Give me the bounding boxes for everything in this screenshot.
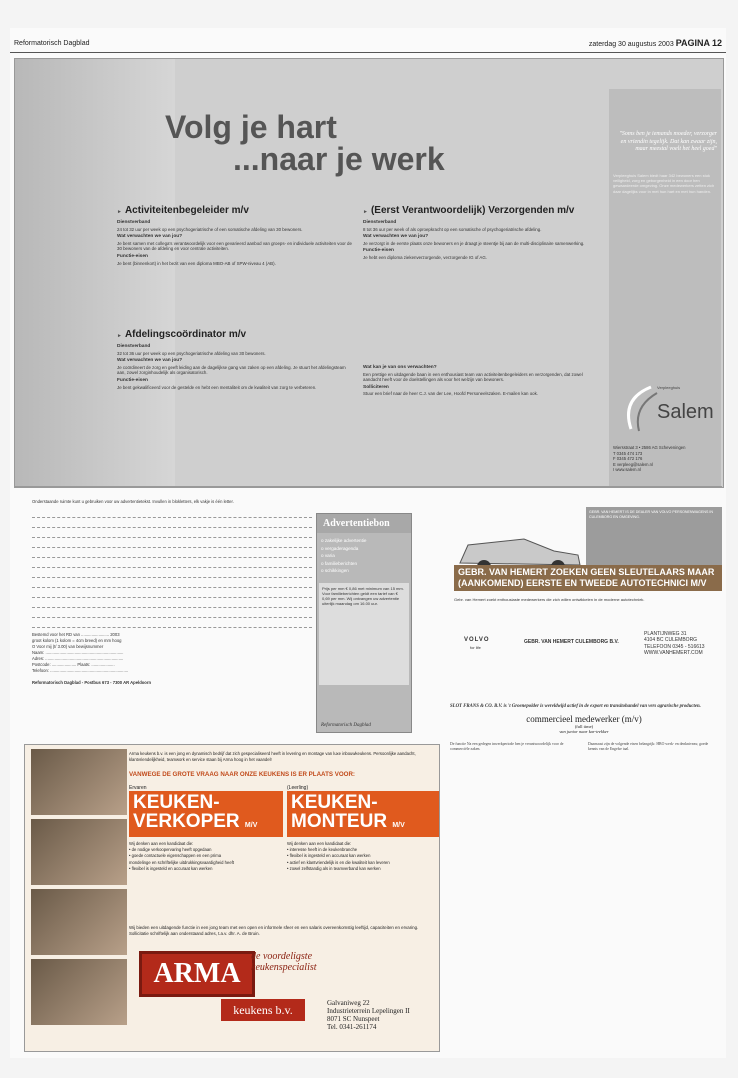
arma-kbv: keukens b.v. bbox=[221, 999, 305, 1021]
woman-photo bbox=[15, 59, 175, 487]
form-field-address[interactable]: Adres: ................................................................... bbox=[32, 656, 124, 661]
salem-logo: Verpleeghuis Salem bbox=[611, 379, 721, 439]
salem-sidetext: Verpleeghuis Salem biedt haar 342 bewoners een stuk veiligheid, zorg en geborgenheid in een door hen gewaardeerde omgeving. Onze medewerkers zetten zich daar dagelijks voor in met hun hart en met hun handen. bbox=[613, 173, 715, 194]
arma-footer-text: Wij bieden een uitdagende functie in een jong team met een open en informele sfeer en een salaris overeenkomstig leeftijd, capaciteiten en ervaring. Sollicitatie schriftelijk aan onderstaand adres, t.a.v. dhr. A. de Bruin. bbox=[129, 925, 419, 936]
frans-columns: De functie Na een gedegen inwerkperiode ben je verantwoordelijk voor de commerciële zaken. Daarnaast zijn de volgende eisen belangrijk: HBO werk- en denkniveau; goede kennis van de Engelse taal. bbox=[450, 742, 709, 752]
form-footer: Reformatorisch Dagblad - Postbus 673 - 7300 AR Apeldoorn bbox=[32, 680, 152, 685]
form-field-postcode[interactable]: Postcode: ..................... Plaats: .................... bbox=[32, 662, 115, 667]
adbox-pricing: Prijs per mm € 0,86 met minimum van 15 mm. Voor familieberichten geldt een tarief van € 0,69 per mm. Wij ontvangen uw advertentie uiterlijk maandag om 16.00 uur. bbox=[319, 583, 409, 685]
newspaper-page bbox=[10, 28, 726, 1058]
letter-grid[interactable] bbox=[32, 509, 312, 628]
ad-form-section bbox=[14, 486, 722, 739]
page-header bbox=[10, 28, 726, 53]
adbox-options bbox=[317, 537, 411, 575]
vh-body: Gebr. van Hemert zoekt enthousiaste medewerkers die zich willen ontwikkelen in de moderne autotechniek. bbox=[454, 597, 645, 602]
job-verzorgenden: ► (Eerst Verantwoordelijk) Verzorgenden m/v Dienstverband 8 tot 36 uur per week of als oproepkracht op een somatische of psychogeriatrische afdeling. Wat verwachten we van jou? Je verzorgt in de eerste plaats onze bewoners en je draagt je steentje bij aan de multi-disciplinaire samenwerking. Functie-eisen Je hebt een diploma ziekenverzorgende, verzorgende IG of AG. bbox=[363, 205, 585, 260]
adbox-title: Advertentiebon bbox=[317, 514, 411, 533]
adbox-option[interactable]: o varia bbox=[321, 553, 335, 558]
arma-photo bbox=[31, 749, 127, 815]
form-field-phone[interactable]: Telefoon: ................................................................... bbox=[32, 668, 129, 673]
arma-logo: ARMA bbox=[139, 951, 255, 997]
arma-brand bbox=[129, 947, 433, 1047]
frans-title: commercieel medewerker (m/v) bbox=[526, 714, 642, 724]
adbox-option[interactable]: o familieberichten bbox=[321, 560, 358, 566]
page-date: zaterdag 30 augustus 2003 PAGINA 12 bbox=[588, 38, 722, 48]
form-date-line: Bestemd voor het RD van ........................ 2003 bbox=[32, 632, 120, 637]
advertentiebon-box bbox=[316, 513, 412, 733]
job-afdelingscoordinator: ► Afdelingscoördinator m/v Dienstverband 32 tot 36 uur per week op een psychogeriatrische afdeling van 30 bewoners. Wat verwachten we van jou? Je coördineert de zorg en geeft leiding aan de dagelijkse gang van zaken op een afdeling. Je stuurt het afdelingsteam aan, zowel zorginhoudelijk als organisatorisch. Functie-eisen Je bent gekwalificeerd voor de gestelde en hebt een mentaliteit om de kwaliteit van zorg te verbeteren. bbox=[117, 329, 346, 390]
arma-ad bbox=[24, 744, 440, 1052]
vh-intro: GEBR. VAN HEMERT IS DE DEALER VAN VOLVO PERSONENWAGENS IN CULEMBORG EN OMGEVING. bbox=[586, 507, 722, 565]
ad-form bbox=[32, 499, 312, 731]
job-title: KEUKEN-VERKOPER M/V bbox=[129, 791, 283, 837]
arma-photo bbox=[31, 959, 127, 1025]
salem-quote: "Soms ben je iemands moeder, verzorger en vriendin tegelijk. Dat kan zwaar zijn, maar meestal voelt het heel goed" bbox=[619, 131, 717, 152]
salem-ad bbox=[14, 58, 724, 488]
slot-frans-ad bbox=[450, 704, 718, 1078]
arma-tagline: de voordeligste keukenspecialist bbox=[251, 951, 317, 973]
form-field-name[interactable]: Naam: ................................................................... bbox=[32, 650, 124, 655]
job-keukenverkoper: Ervaren KEUKEN-VERKOPER M/V Wij denken aan een kandidaat die: • de nodige verkoopervaring heeft opgedaan • goede contactuele eigenschappen en een prima mondelinge en schriftelijke uitdrukkingsvaardigheid heeft • flexibel is ingesteld en accuraat kan werken bbox=[129, 785, 283, 872]
form-intro: Onderstaande ruimte kunt u gebruiken voor uw advertentietekst. Invullen in blokletters, elk vakje is één letter. bbox=[32, 499, 234, 504]
arma-address: Galvaniweg 22 Industrieterrein Lepelingen II 8071 SC Nunspeet Tel. 0341-261174 bbox=[327, 999, 410, 1031]
job-title: KEUKEN-MONTEUR M/V bbox=[287, 791, 440, 837]
adbox-option[interactable]: o schikkingen bbox=[321, 568, 349, 573]
arma-intro: Arma keukens b.v. is een jong en dynamisch bedrijf dat zich gespecialiseerd heeft in levering en montage van luxe inbouwkeukens. Persoonlijke aandacht, klantvriendelijkheid, teamwork en service staan bij Arma hoog in het vaandel! bbox=[129, 751, 416, 762]
arma-photos bbox=[31, 749, 127, 1043]
salem-offer: Wat kan je van ons verwachten? Een prettige en uitdagende baan in een enthousiast team van activiteitenbegeleiders en verzorgenden, dat zowel aandacht heeft voor de doelstellingen als voor het welzijn van bewoners. Solliciteren Stuur een brief naar de heer C.J. van der Lee, Hoofd Personeelszaken. E-mailen kan ook. bbox=[363, 365, 583, 397]
adbox-option[interactable]: o vergaderagenda bbox=[321, 545, 359, 551]
vh-banner: GEBR. VAN HEMERT ZOEKEN GEEN SLEUTELAARS MAAR (AANKOMEND) EERSTE EN TWEEDE AUTOTECHNICI M/V bbox=[454, 565, 722, 591]
arma-call: VANWEGE DE GROTE VRAAG NAAR ONZE KEUKENS IS ER PLAATS VOOR: bbox=[129, 771, 355, 778]
form-size-line: groot kolom (1 kolom = 4cm breed) en mm hoog bbox=[32, 638, 122, 643]
form-proof-line: O Voor mij (t/ 3.00) van bewijsnummer bbox=[32, 644, 104, 649]
salem-contact: Wiersstraat 3 • 2586 AG Scheveningen T 0345 474 173 F 0345 472 176 E verpleeg@salem.nl I www.salem.nl bbox=[613, 445, 686, 473]
adbox-brand: Reformatorisch Dagblad bbox=[321, 723, 371, 728]
job-activiteitenbegeleider: ► Activiteitenbegeleider m/v Dienstverband 24 tot 32 uur per week op een psychogeriatrische of een somatische afdeling van 30 bewoners. Wat verwachten we van jou? Je bent samen met collega's verantwoordelijk voor een gevarieerd aanbod van groeps- en individuele activiteiten voor de 30 bewoners van de afdeling en voor centrale activiteiten. Functie-eisen Je bent (binnenkort) in het bezit van een diploma MBO-AB of SPW-niveau 4 (AB). bbox=[117, 205, 352, 266]
frans-sub: (full time) bbox=[574, 724, 594, 729]
frans-intro: SLOT FRANS & CO. B.V. is 't Groenepolder is wereldwijd actief in de export en transitohandel van vers agrarische producten. bbox=[450, 704, 701, 709]
salem-headline: Volg je hart ...naar je werk bbox=[165, 109, 445, 177]
van-hemert-ad: GEBR. VAN HEMERT IS DE DEALER VAN VOLVO PERSONENWAGENS IN CULEMBORG EN OMGEVING. GEBR. VAN HEMERT ZOEKEN GEEN SLEUTELAARS MAAR (AANKOMEND) EERSTE EN TWEEDE AUTOTECHNICI M/V Gebr. van Hemert zoekt enthousiaste medewerkers die zich willen ontwikkelen in de moderne autotechniek. VOLVO for life GEBR. VAN HEMERT CULEMBORG B.V. PLANTIJNWEG 31 4104 BC CULEMBORG TELEFOON 0345 - 516613 WWW.VANHEMERT.COM bbox=[454, 507, 722, 735]
newspaper-name: Reformatorisch Dagblad bbox=[14, 40, 90, 47]
job-keukenmonteur: (Leerling) KEUKEN-MONTEUR M/V Wij denken aan een kandidaat die: • interesse heeft in de keukenbranche • flexibel is ingesteld en accuraat kan werken • actief en klantvriendelijk is en die kwaliteit kan leveren • zowel zelfstandig als in teamverband kan werken bbox=[287, 785, 440, 872]
frans-sub2: van junior naar kar-trekker bbox=[559, 729, 609, 734]
arma-photo bbox=[31, 819, 127, 885]
adbox-option[interactable]: o zakelijke advertentie bbox=[321, 538, 367, 543]
arma-photo bbox=[31, 889, 127, 955]
